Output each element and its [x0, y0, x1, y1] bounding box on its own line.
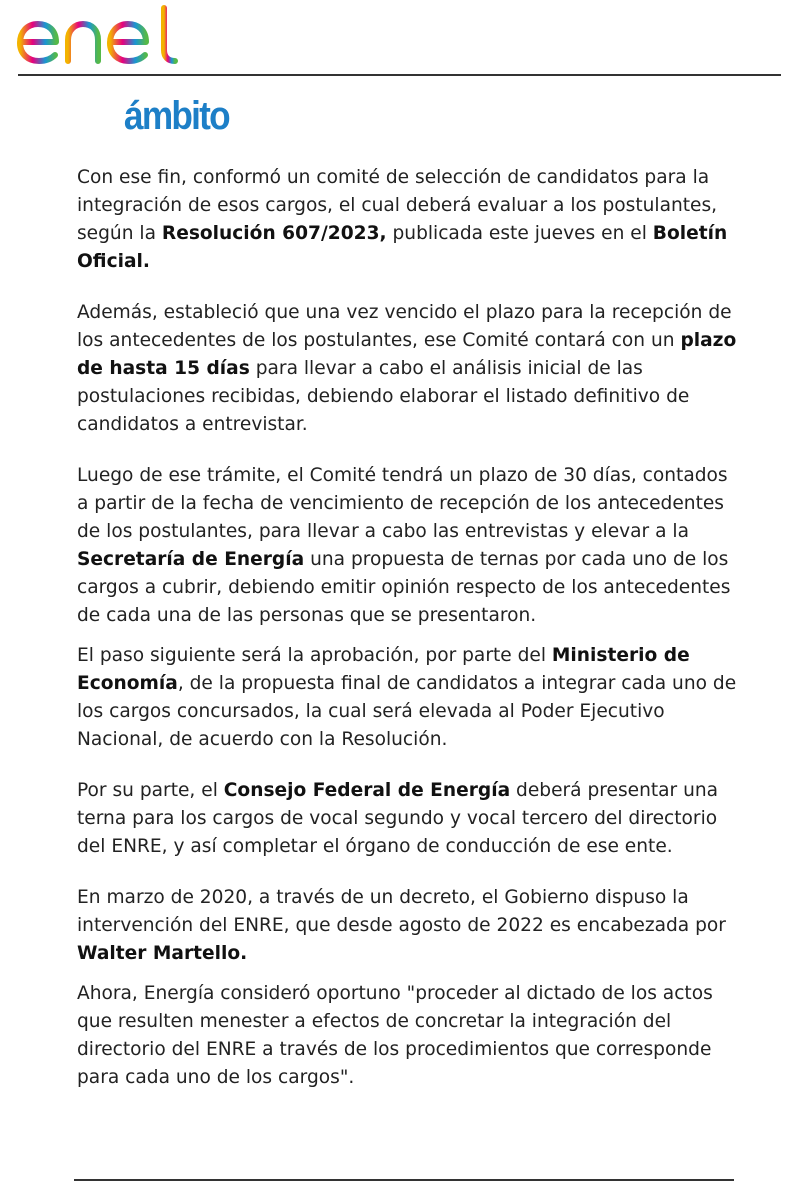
- paragraph-emphasis: Walter Martello.: [77, 943, 248, 964]
- paragraph-text: El paso siguiente será la aprobación, por parte del: [77, 645, 552, 666]
- paragraph-emphasis: Boletín Oficial.: [77, 223, 728, 272]
- paragraph-text: Luego de ese trámite, el Comité tendrá un plazo de 30 días, contados a partir de la fecha de vencimiento de recepción de los antecedentes de los postulantes, para llevar a cabo las entrevistas y elevar a la: [77, 465, 728, 542]
- paragraph-text: Ahora, Energía consideró oportuno "proceder al dictado de los actos que resulten menester a efectos de concretar la integración del directorio del ENRE a través de los procedimientos que corresponde para cada uno de los cargos".: [77, 983, 713, 1088]
- paragraph-text: , de la propuesta final de candidatos a integrar cada uno de los cargos concursados, la cual será elevada al Poder Ejecutivo Nacional, de acuerdo con la Resolución.: [77, 673, 737, 750]
- paragraph-text: Por su parte, el: [77, 780, 224, 801]
- paragraph-text: Con ese fin, conformó un comité de selección de candidatos para la integración de esos cargos, el cual deberá evaluar a los postulantes, según la: [77, 167, 718, 244]
- article-paragraph-3: [77, 462, 737, 630]
- header-divider: [18, 74, 781, 76]
- paragraph-text: En marzo de 2020, a través de un decreto, el Gobierno dispuso la intervención del ENRE, que desde agosto de 2022 es encabezada por: [77, 887, 726, 936]
- paragraph-emphasis: Secretaría de Energía: [77, 549, 305, 570]
- article-paragraph-7: [77, 980, 737, 1092]
- paragraph-emphasis: Resolución 607/2023,: [161, 223, 387, 244]
- article-paragraph-5: [77, 777, 737, 861]
- paragraph-text: publicada este jueves en el: [386, 223, 653, 244]
- source-logo-ambito: ámbito: [124, 94, 229, 138]
- article-body: [77, 164, 737, 1092]
- article-paragraph-6: [77, 884, 737, 968]
- paragraph-text: una propuesta de ternas por cada uno de los cargos a cubrir, debiendo emitir opinión respecto de los antecedentes de cada una de las personas que se presentaron.: [77, 549, 731, 626]
- article-paragraph-1: [77, 164, 737, 276]
- footer-divider: [74, 1179, 734, 1181]
- enel-logo[interactable]: [16, 4, 182, 66]
- paragraph-emphasis: Ministerio de Economía: [77, 645, 690, 694]
- article-paragraph-2: [77, 299, 737, 439]
- article-paragraph-4: [77, 642, 737, 754]
- paragraph-text: deberá presentar una terna para los cargos de vocal segundo y vocal tercero del directorio del ENRE, y así completar el órgano de conducción de ese ente.: [77, 780, 719, 857]
- paragraph-emphasis: plazo de hasta 15 días: [77, 330, 737, 379]
- page-header: [0, 0, 800, 76]
- paragraph-emphasis: Consejo Federal de Energía: [223, 780, 511, 801]
- paragraph-text: para llevar a cabo el análisis inicial de las postulaciones recibidas, debiendo elaborar el listado definitivo de candidatos a entrevistar.: [77, 358, 690, 435]
- paragraph-text: Además, estableció que una vez vencido el plazo para la recepción de los antecedentes de los postulantes, ese Comité contará con un: [77, 302, 732, 351]
